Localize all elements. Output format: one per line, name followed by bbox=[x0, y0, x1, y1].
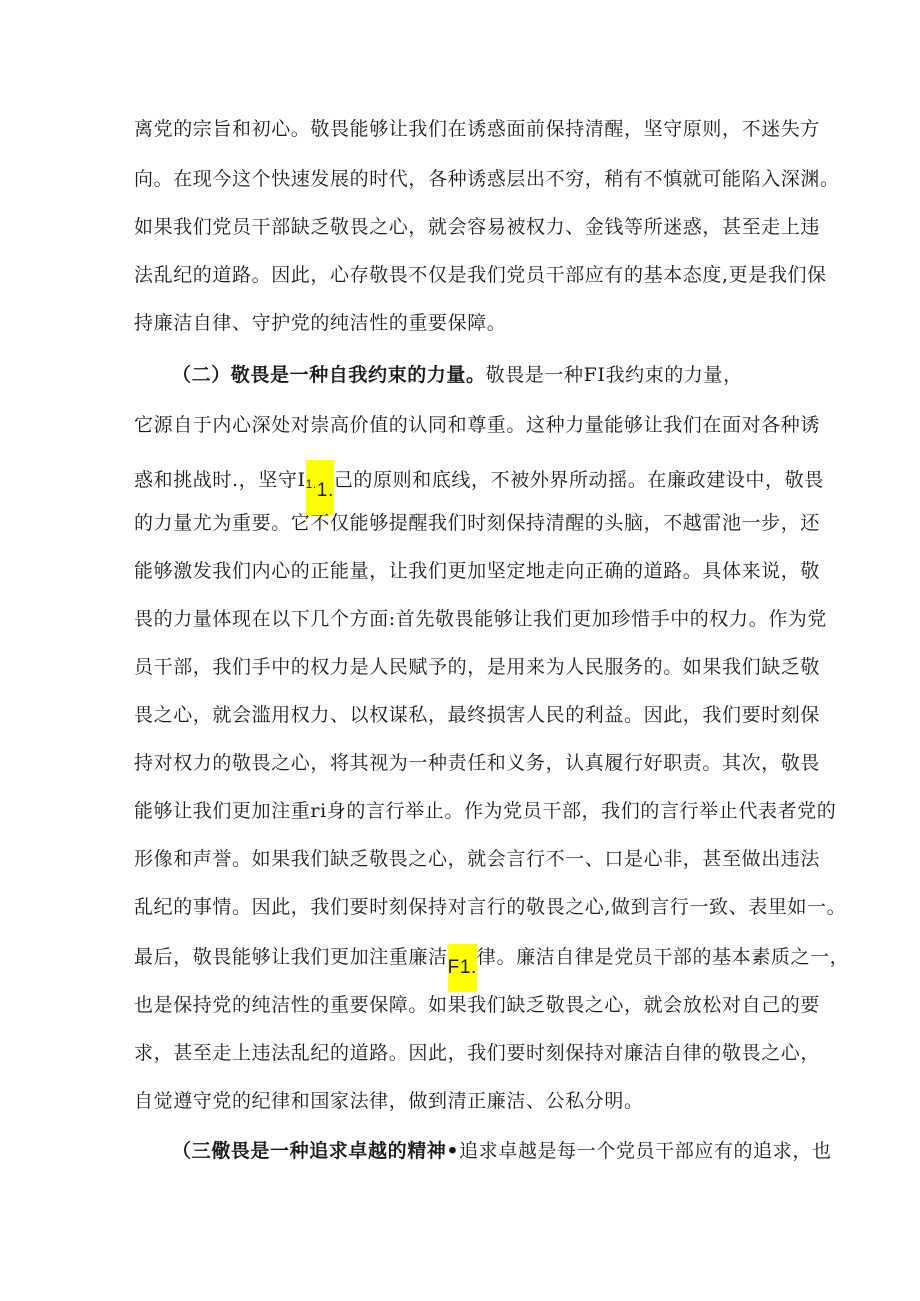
text-segment: 己的原则和底线，不被外界所动摇。在廉政建设中，敬畏 bbox=[333, 469, 824, 491]
text-line: 它源自于内心深处对崇高价值的认同和尊重。这种力量能够让我们在面对各种诱 bbox=[134, 414, 821, 436]
text-line: 持对权力的敬畏之心，将其视为一种责任和义务，认真履行好职责。其次，敬畏 bbox=[134, 752, 821, 774]
text-line: 乱纪的事情。因此，我们要时刻保持对言行的敬畏之心,做到言行一致、表里如一。 bbox=[134, 896, 847, 918]
text-segment: 最后，敬畏能够让我们更加注重廉洁 bbox=[134, 946, 448, 968]
text-segment: I bbox=[297, 469, 306, 491]
text-line: 能够激发我们内心的正能量，让我们更加坚定地走向正确的道路。具体来说，敬 bbox=[134, 560, 821, 582]
text-line: 形像和声誉。如果我们缺乏敬畏之心，就会言行不一、口是心非，甚至做出违法 bbox=[134, 848, 821, 870]
text-line: 也是保持党的纯洁性的重要保障。如果我们缺乏敬畏之心，就会放松对自己的要 bbox=[134, 994, 821, 1016]
highlighted-ocr-artifact bbox=[306, 460, 334, 515]
text-line: 求，甚至走上违法乱纪的道路。因此，我们要时刻保持对廉洁自律的敬畏之心， bbox=[134, 1042, 821, 1064]
text-line: 能够让我们更加注重ri身的言行举止。作为党员干部，我们的言行举止代表者党的 bbox=[134, 800, 837, 822]
text-line: 的力量尤为重要。它不仅能够提醒我们时刻保持清醒的头脑，不越雷池一步，还 bbox=[134, 512, 821, 534]
text-line: 离党的宗旨和初心。敬畏能够让我们在诱惑面前保持清醒，坚守原则，不迷失方 bbox=[134, 118, 821, 140]
text-segment: 律。廉洁自律是党员干部的基本素质之一， bbox=[476, 946, 850, 968]
text-line: 自觉遵守党的纪律和国家法律，做到清正廉洁、公私分明。 bbox=[134, 1090, 644, 1112]
text-line: 如果我们党员干部缺乏敬畏之心，就会容易被权力、金钱等所迷惑，甚至走上违 bbox=[134, 216, 821, 238]
text-line bbox=[134, 460, 824, 515]
text-line bbox=[134, 944, 849, 992]
heading-continuation: 敬畏是一种FI我约束的力量， bbox=[485, 364, 743, 386]
section-heading: （三儆畏是一种追求卓越的精神• bbox=[172, 1140, 460, 1162]
section-heading: （二）敬畏是一种自我约束的力量。 bbox=[172, 364, 486, 386]
highlight-text: 1. bbox=[316, 480, 334, 501]
section-heading-line bbox=[172, 1138, 832, 1164]
text-line: 畏的力量体现在以下几个方面:首先敬畏能够让我们更加珍惜手中的权力。作为党 bbox=[134, 608, 828, 630]
text-segment: 惑和挑战时.，坚守 bbox=[134, 469, 298, 491]
text-line: 法乱纪的道路。因此，心存敬畏不仅是我们党员干部应有的基本态度,更是我们保 bbox=[134, 264, 827, 286]
heading-continuation: 追求卓越是每一个党员干部应有的追求，也 bbox=[459, 1140, 832, 1162]
superscript-text: 1. bbox=[305, 477, 317, 491]
section-heading-line bbox=[172, 362, 743, 388]
text-line: 持廉洁自律、守护党的纯洁性的重要保障。 bbox=[134, 312, 507, 334]
highlighted-ocr-artifact: F1. bbox=[448, 944, 477, 992]
text-line: 向。在现今这个快速发展的时代，各种诱惑层出不穷，稍有不慎就可能陷入深渊。 bbox=[134, 168, 840, 190]
text-line: 员干部，我们手中的权力是人民赋予的，是用来为人民服务的。如果我们缺乏敬 bbox=[134, 656, 821, 678]
text-line: 畏之心，就会滥用权力、以权谋私，最终损害人民的利益。因此，我们要时刻保 bbox=[134, 704, 821, 726]
